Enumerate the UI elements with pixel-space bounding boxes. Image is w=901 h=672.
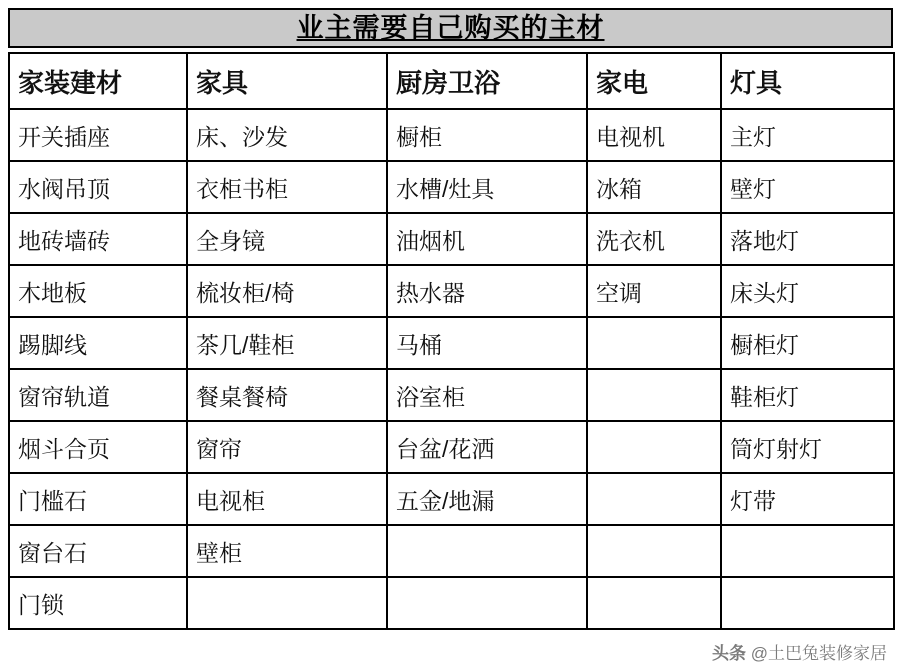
table-cell: 地砖墙砖 [9, 213, 187, 265]
table-cell: 全身镜 [187, 213, 387, 265]
table-cell: 开关插座 [9, 109, 187, 161]
table-cell: 烟斗合页 [9, 421, 187, 473]
table-cell: 门锁 [9, 577, 187, 629]
column-header-furniture: 家具 [187, 53, 387, 109]
table-cell: 床头灯 [721, 265, 894, 317]
table-cell: 油烟机 [387, 213, 587, 265]
watermark-source: 头条 [712, 644, 746, 663]
table-header [9, 53, 894, 109]
table-cell [387, 525, 587, 577]
table-body [9, 109, 894, 629]
column-header-home-building-materials: 家装建材 [9, 53, 187, 109]
watermark-account: @土巴兔装修家居 [750, 644, 887, 663]
table-cell [587, 473, 721, 525]
table-cell: 橱柜 [387, 109, 587, 161]
table-cell [387, 577, 587, 629]
table-cell: 热水器 [387, 265, 587, 317]
table-row [9, 473, 894, 525]
table-cell [721, 525, 894, 577]
table-header-row [9, 53, 894, 109]
table-row [9, 161, 894, 213]
column-header-kitchen-bath: 厨房卫浴 [387, 53, 587, 109]
table-cell: 橱柜灯 [721, 317, 894, 369]
table-cell: 门槛石 [9, 473, 187, 525]
table-cell [587, 577, 721, 629]
table-cell: 衣柜书柜 [187, 161, 387, 213]
table-cell: 茶几/鞋柜 [187, 317, 387, 369]
table-cell: 梳妆柜/椅 [187, 265, 387, 317]
table-cell: 床、沙发 [187, 109, 387, 161]
watermark [712, 639, 887, 664]
table-cell: 灯带 [721, 473, 894, 525]
table-cell: 木地板 [9, 265, 187, 317]
table-row [9, 577, 894, 629]
table-cell: 落地灯 [721, 213, 894, 265]
table-cell: 电视柜 [187, 473, 387, 525]
table-cell: 五金/地漏 [387, 473, 587, 525]
table-row [9, 369, 894, 421]
table-cell [587, 525, 721, 577]
table-cell: 水槽/灶具 [387, 161, 587, 213]
table-cell: 壁灯 [721, 161, 894, 213]
table-row [9, 213, 894, 265]
page-title: 业主需要自己购买的主材 [296, 12, 605, 43]
table-cell: 踢脚线 [9, 317, 187, 369]
table-cell [721, 577, 894, 629]
table-cell: 电视机 [587, 109, 721, 161]
table-cell: 窗帘 [187, 421, 387, 473]
table-cell: 窗帘轨道 [9, 369, 187, 421]
table-row [9, 525, 894, 577]
table-cell: 水阀吊顶 [9, 161, 187, 213]
table-cell: 浴室柜 [387, 369, 587, 421]
table-cell: 壁柜 [187, 525, 387, 577]
column-header-appliances: 家电 [587, 53, 721, 109]
table-row [9, 421, 894, 473]
table-cell: 餐桌餐椅 [187, 369, 387, 421]
document-title-bar [8, 8, 893, 48]
materials-table [8, 52, 895, 630]
table-cell [187, 577, 387, 629]
table-cell [587, 421, 721, 473]
table-cell: 鞋柜灯 [721, 369, 894, 421]
table-cell: 冰箱 [587, 161, 721, 213]
column-header-lighting: 灯具 [721, 53, 894, 109]
table-cell [587, 317, 721, 369]
table-cell: 马桶 [387, 317, 587, 369]
table-cell: 筒灯射灯 [721, 421, 894, 473]
table-cell: 台盆/花洒 [387, 421, 587, 473]
table-row [9, 317, 894, 369]
table-cell [587, 369, 721, 421]
table-cell: 主灯 [721, 109, 894, 161]
table-row [9, 109, 894, 161]
table-cell: 空调 [587, 265, 721, 317]
table-row [9, 265, 894, 317]
table-cell: 窗台石 [9, 525, 187, 577]
table-cell: 洗衣机 [587, 213, 721, 265]
